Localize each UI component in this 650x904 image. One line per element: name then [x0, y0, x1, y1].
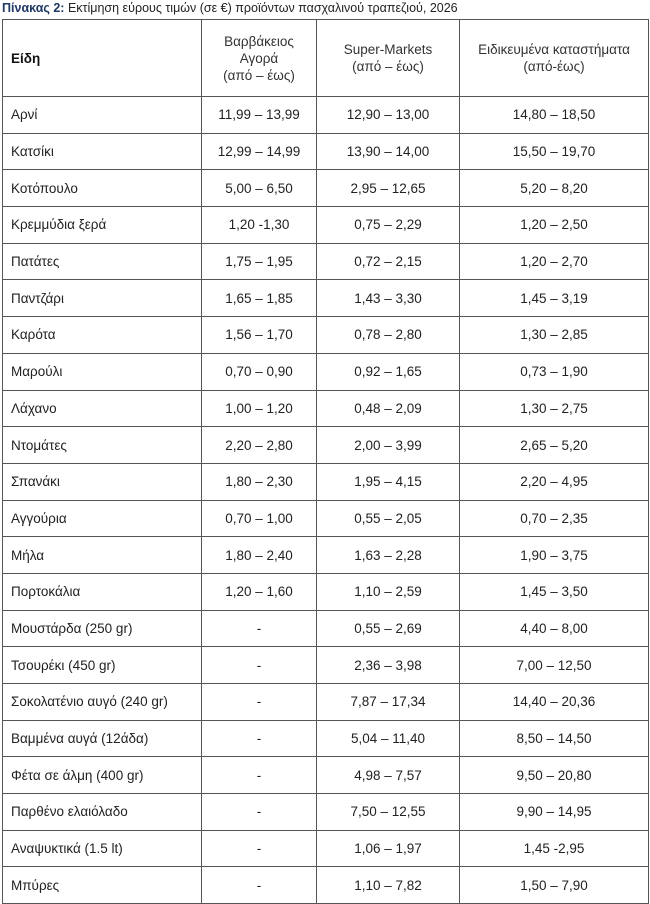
- varvakeios-price-cell: 5,00 – 6,50: [202, 170, 317, 207]
- table-row: [3, 280, 649, 317]
- item-name-cell: Μήλα: [3, 537, 202, 574]
- header-col2-line2: (από – έως): [352, 59, 424, 74]
- table-header-row: [3, 20, 649, 97]
- varvakeios-price-cell: -: [202, 757, 317, 794]
- supermarket-price-cell: 7,50 – 12,55: [317, 794, 460, 831]
- supermarket-price-cell: 13,90 – 14,00: [317, 133, 460, 170]
- specialty-price-cell: 1,45 – 3,19: [460, 280, 649, 317]
- varvakeios-price-cell: 1,80 – 2,30: [202, 463, 317, 500]
- varvakeios-price-cell: 1,20 – 1,60: [202, 573, 317, 610]
- supermarket-price-cell: 2,95 – 12,65: [317, 170, 460, 207]
- specialty-price-cell: 1,30 – 2,75: [460, 390, 649, 427]
- table-row: [3, 317, 649, 354]
- table-caption: [2, 1, 458, 15]
- specialty-price-cell: 8,50 – 14,50: [460, 720, 649, 757]
- table-row: [3, 573, 649, 610]
- item-name-cell: Αρνί: [3, 97, 202, 134]
- item-name-cell: Παντζάρι: [3, 280, 202, 317]
- specialty-price-cell: 1,45 – 3,50: [460, 573, 649, 610]
- table-row: [3, 830, 649, 867]
- supermarket-price-cell: 1,06 – 1,97: [317, 830, 460, 867]
- specialty-price-cell: 0,73 – 1,90: [460, 353, 649, 390]
- table-row: [3, 610, 649, 647]
- specialty-price-cell: 1,30 – 2,85: [460, 317, 649, 354]
- supermarket-price-cell: 0,48 – 2,09: [317, 390, 460, 427]
- header-col3-line2: (από-έως): [523, 59, 585, 74]
- item-name-cell: Καρότα: [3, 317, 202, 354]
- supermarket-price-cell: 12,90 – 13,00: [317, 97, 460, 134]
- table-row: [3, 720, 649, 757]
- specialty-price-cell: 5,20 – 8,20: [460, 170, 649, 207]
- table-row: [3, 500, 649, 537]
- item-name-cell: Κοτόπουλο: [3, 170, 202, 207]
- varvakeios-price-cell: 12,99 – 14,99: [202, 133, 317, 170]
- varvakeios-price-cell: -: [202, 794, 317, 831]
- specialty-price-cell: 2,20 – 4,95: [460, 463, 649, 500]
- varvakeios-price-cell: 0,70 – 1,00: [202, 500, 317, 537]
- varvakeios-price-cell: -: [202, 610, 317, 647]
- varvakeios-price-cell: 1,80 – 2,40: [202, 537, 317, 574]
- supermarket-price-cell: 1,10 – 7,82: [317, 867, 460, 904]
- specialty-price-cell: 14,40 – 20,36: [460, 684, 649, 721]
- specialty-price-cell: 7,00 – 12,50: [460, 647, 649, 684]
- caption-label: Πίνακας 2:: [2, 1, 65, 15]
- varvakeios-price-cell: 11,99 – 13,99: [202, 97, 317, 134]
- supermarket-price-cell: 1,95 – 4,15: [317, 463, 460, 500]
- item-name-cell: Παρθένο ελαιόλαδο: [3, 794, 202, 831]
- table-body: [3, 97, 649, 904]
- specialty-price-cell: 0,70 – 2,35: [460, 500, 649, 537]
- item-name-cell: Φέτα σε άλμη (400 gr): [3, 757, 202, 794]
- varvakeios-price-cell: 1,20 -1,30: [202, 207, 317, 244]
- specialty-price-cell: 9,90 – 14,95: [460, 794, 649, 831]
- item-name-cell: Αγγούρια: [3, 500, 202, 537]
- specialty-price-cell: 15,50 – 19,70: [460, 133, 649, 170]
- supermarket-price-cell: 7,87 – 17,34: [317, 684, 460, 721]
- item-name-cell: Λάχανο: [3, 390, 202, 427]
- item-name-cell: Ντομάτες: [3, 427, 202, 464]
- supermarket-price-cell: 5,04 – 11,40: [317, 720, 460, 757]
- caption-text: Εκτίμηση εύρους τιμών (σε €) προϊόντων πασχαλινού τραπεζιού, 2026: [67, 1, 458, 15]
- item-name-cell: Σοκολατένιο αυγό (240 gr): [3, 684, 202, 721]
- supermarket-price-cell: 0,55 – 2,69: [317, 610, 460, 647]
- supermarket-price-cell: 1,63 – 2,28: [317, 537, 460, 574]
- table-row: [3, 684, 649, 721]
- item-name-cell: Κρεμμύδια ξερά: [3, 207, 202, 244]
- table-row: [3, 97, 649, 134]
- header-varvakeios-market: [202, 20, 317, 97]
- header-col1-line2: Αγορά: [239, 50, 279, 66]
- price-range-table: [2, 19, 649, 904]
- supermarket-price-cell: 0,78 – 2,80: [317, 317, 460, 354]
- supermarket-price-cell: 0,75 – 2,29: [317, 207, 460, 244]
- item-name-cell: Μπύρες: [3, 867, 202, 904]
- supermarket-price-cell: 0,92 – 1,65: [317, 353, 460, 390]
- table-row: [3, 243, 649, 280]
- varvakeios-price-cell: 2,20 – 2,80: [202, 427, 317, 464]
- item-name-cell: Μουστάρδα (250 gr): [3, 610, 202, 647]
- header-supermarkets: [317, 20, 460, 97]
- supermarket-price-cell: 1,10 – 2,59: [317, 573, 460, 610]
- item-name-cell: Αναψυκτικά (1.5 lt): [3, 830, 202, 867]
- specialty-price-cell: 1,20 – 2,50: [460, 207, 649, 244]
- table-row: [3, 463, 649, 500]
- varvakeios-price-cell: -: [202, 684, 317, 721]
- specialty-price-cell: 9,50 – 20,80: [460, 757, 649, 794]
- item-name-cell: Κατσίκι: [3, 133, 202, 170]
- header-col1-line3: (από – έως): [223, 67, 295, 83]
- supermarket-price-cell: 2,36 – 3,98: [317, 647, 460, 684]
- item-name-cell: Πατάτες: [3, 243, 202, 280]
- specialty-price-cell: 1,90 – 3,75: [460, 537, 649, 574]
- varvakeios-price-cell: -: [202, 867, 317, 904]
- specialty-price-cell: 1,50 – 7,90: [460, 867, 649, 904]
- specialty-price-cell: 2,65 – 5,20: [460, 427, 649, 464]
- table-row: [3, 757, 649, 794]
- varvakeios-price-cell: -: [202, 647, 317, 684]
- specialty-price-cell: 1,20 – 2,70: [460, 243, 649, 280]
- supermarket-price-cell: 4,98 – 7,57: [317, 757, 460, 794]
- supermarket-price-cell: 0,55 – 2,05: [317, 500, 460, 537]
- varvakeios-price-cell: 1,00 – 1,20: [202, 390, 317, 427]
- header-specialty-stores: [460, 20, 649, 97]
- table-row: [3, 207, 649, 244]
- varvakeios-price-cell: -: [202, 720, 317, 757]
- table-row: [3, 133, 649, 170]
- varvakeios-price-cell: 1,65 – 1,85: [202, 280, 317, 317]
- supermarket-price-cell: 1,43 – 3,30: [317, 280, 460, 317]
- table-row: [3, 427, 649, 464]
- header-col3-line1: Ειδικευμένα καταστήματα: [478, 42, 630, 57]
- specialty-price-cell: 14,80 – 18,50: [460, 97, 649, 134]
- varvakeios-price-cell: 0,70 – 0,90: [202, 353, 317, 390]
- table-row: [3, 647, 649, 684]
- item-name-cell: Πορτοκάλια: [3, 573, 202, 610]
- table-row: [3, 867, 649, 904]
- item-name-cell: Σπανάκι: [3, 463, 202, 500]
- specialty-price-cell: 1,45 -2,95: [460, 830, 649, 867]
- varvakeios-price-cell: 1,75 – 1,95: [202, 243, 317, 280]
- table-row: [3, 170, 649, 207]
- header-col2-line1: Super-Markets: [343, 42, 433, 57]
- table-row: [3, 353, 649, 390]
- table-row: [3, 794, 649, 831]
- table-row: [3, 390, 649, 427]
- item-name-cell: Βαμμένα αυγά (12άδα): [3, 720, 202, 757]
- supermarket-price-cell: 0,72 – 2,15: [317, 243, 460, 280]
- item-name-cell: Μαρούλι: [3, 353, 202, 390]
- header-item: Είδη: [3, 20, 202, 97]
- specialty-price-cell: 4,40 – 8,00: [460, 610, 649, 647]
- item-name-cell: Τσουρέκι (450 gr): [3, 647, 202, 684]
- table-row: [3, 537, 649, 574]
- header-col1-line1: Βαρβάκειος: [224, 33, 294, 49]
- varvakeios-price-cell: 1,56 – 1,70: [202, 317, 317, 354]
- supermarket-price-cell: 2,00 – 3,99: [317, 427, 460, 464]
- varvakeios-price-cell: -: [202, 830, 317, 867]
